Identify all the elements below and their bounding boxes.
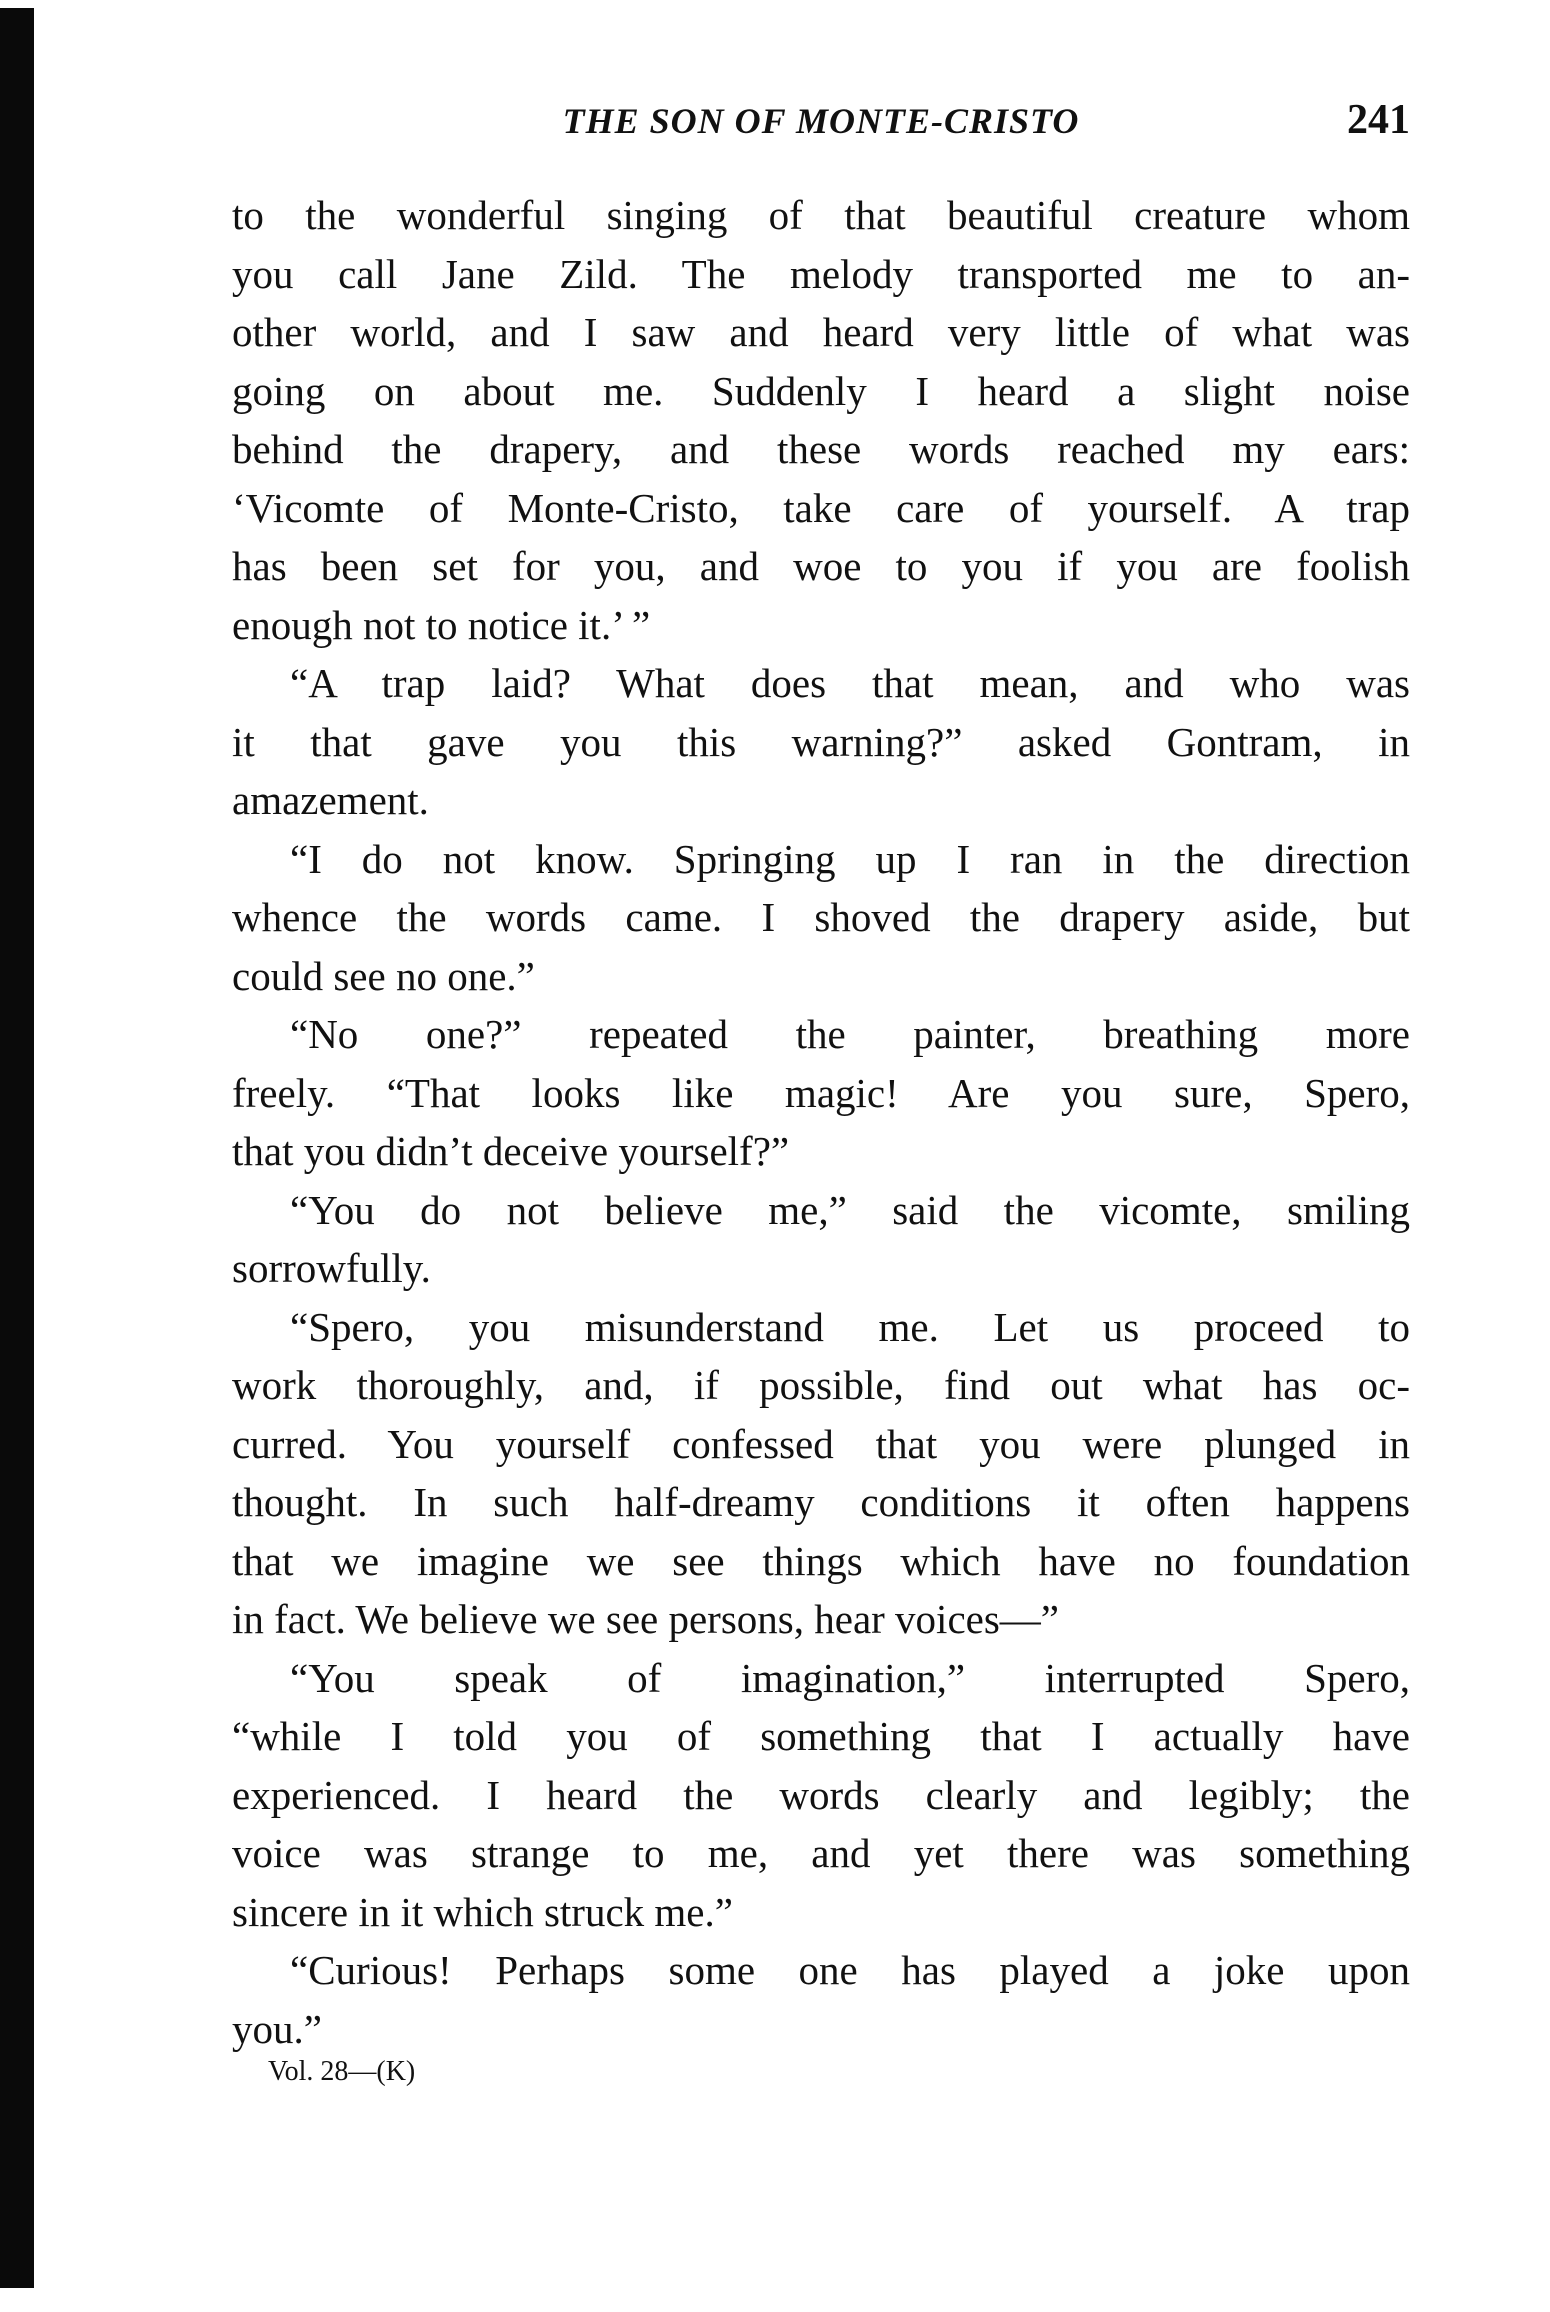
signature-mark: Vol. 28—(K)	[268, 2056, 416, 2087]
text-line: work thoroughly, and, if possible, find out what has oc-	[232, 1362, 1410, 1408]
text-line: “No one?” repeated the painter, breathing more	[290, 1011, 1410, 1057]
paragraph	[232, 1941, 1410, 2058]
paragraph	[232, 1298, 1410, 1649]
running-title: THE SON OF MONTE-CRISTO	[562, 101, 1080, 141]
paragraph	[232, 830, 1410, 1006]
text-line: that we imagine we see things which have no foundation	[232, 1537, 1410, 1584]
page-body	[232, 186, 1410, 2058]
text-line: you call Jane Zild. The melody transported me to an-	[232, 250, 1410, 297]
page-number: 241	[1347, 97, 1410, 143]
paragraph	[232, 1181, 1410, 1298]
text-line: “Curious! Perhaps some one has played a joke upon	[290, 1947, 1410, 1993]
text-line: “You do not believe me,” said the vicomte, smiling	[290, 1186, 1410, 1233]
text-line: “while I told you of something that I actually have	[232, 1713, 1410, 1759]
text-line: voice was strange to me, and yet there was something	[232, 1830, 1410, 1876]
page-binding-edge	[0, 8, 34, 2288]
text-line: ‘Vicomte of Monte-Cristo, take care of yourself. A trap	[232, 484, 1410, 531]
text-line: experienced. I heard the words clearly and legibly; the	[232, 1771, 1410, 1818]
paragraph	[232, 1005, 1410, 1181]
paragraph	[232, 654, 1410, 830]
text-line: enough not to notice it.’ ”	[232, 601, 651, 648]
text-line: to the wonderful singing of that beautiful creature whom	[232, 192, 1410, 238]
text-line: “I do not know. Springing up I ran in the direction	[290, 835, 1410, 882]
paragraph	[232, 1649, 1410, 1942]
text-line: freely. “That looks like magic! Are you sure, Spero,	[232, 1069, 1410, 1116]
text-line: other world, and I saw and heard very little of what was	[232, 309, 1410, 355]
text-line: has been set for you, and woe to you if you are foolish	[232, 543, 1410, 589]
paragraph	[232, 186, 1410, 654]
text-line: “You speak of imagination,” interrupted Spero,	[290, 1654, 1410, 1701]
text-line: sincere in it which struck me.”	[232, 1888, 733, 1935]
text-line: sorrowfully.	[232, 1245, 431, 1291]
text-line: curred. You yourself confessed that you were plunged in	[232, 1420, 1410, 1467]
text-line: “A trap laid? What does that mean, and who was	[290, 660, 1410, 706]
text-line: could see no one.”	[232, 952, 535, 999]
text-line: behind the drapery, and these words reached my ears:	[232, 426, 1410, 472]
page-header	[232, 96, 1410, 152]
text-line: that you didn’t deceive yourself?”	[232, 1128, 790, 1174]
text-line: “Spero, you misunderstand me. Let us proceed to	[290, 1303, 1410, 1350]
text-line: it that gave you this warning?” asked Gontram, in	[232, 718, 1410, 765]
text-line: amazement.	[232, 777, 429, 823]
text-line: you.”	[232, 2005, 322, 2052]
text-line: whence the words came. I shoved the drapery aside, but	[232, 894, 1410, 940]
text-line: in fact. We believe we see persons, hear voices—”	[232, 1596, 1059, 1642]
text-line: going on about me. Suddenly I heard a slight noise	[232, 367, 1410, 414]
text-line: thought. In such half-dreamy conditions it often happens	[232, 1479, 1410, 1525]
